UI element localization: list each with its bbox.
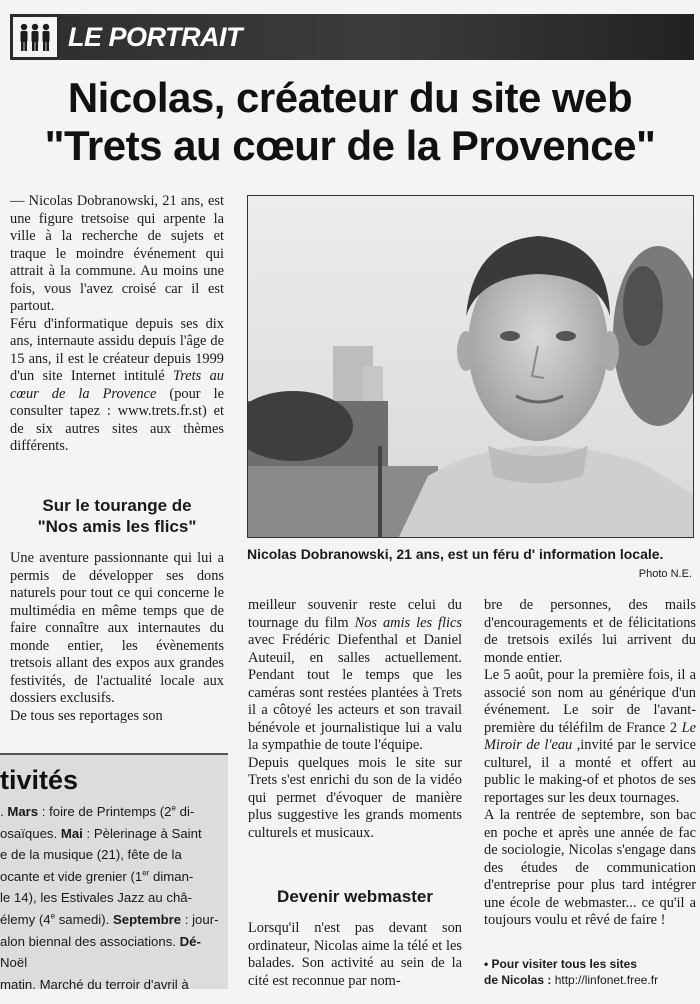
headline-line-2: "Trets au cœur de la Provence" [44,122,656,169]
sites-url-link[interactable]: http://linfonet.free.fr [554,973,659,987]
column-2-end [248,920,462,990]
rubric-title: LE PORTRAIT [68,22,243,52]
article-headline [0,74,700,170]
portrait-photo [247,195,694,538]
activities-title: tivités [0,765,79,795]
col2-paragraph-2: Depuis quelques mois le site sur Trets s'est enrichi du son de la vidéo qui permet d'évoquer de manière plus suggestive les grands moments culturels et musicaux. [248,754,462,841]
col3-paragraph-3: A la rentrée de septembre, son bac en poche et après une année de fac de sociologie, Nicolas s'engage dans des études de communication d'entreprise pour plus tard intégrer une école de webmaster... ce qu'il a toujours voulu et rêvé de faire ! [484,807,696,928]
subhead-webmaster: Devenir webmaster [277,887,433,906]
intro-paragraph-1: — Nicolas Dobranowski, 21 ans, est une figure tretsoise qui arpente la ville à la recherche de sujets et traque le moindre événement qui attrait à la commune. Au moins une fois, vous l'avez croisé car il est partout. [10,193,224,314]
activities-box [0,753,228,989]
subhead-tournage: Sur le tourange de "Nos amis les flics" [37,496,197,536]
col2-paragraph-3: Lorsqu'il n'est pas devant son ordinateur, Nicolas aime la télé et les balades. Son activité au sein de la cité est reconnue par nom- [248,920,462,989]
intro-paragraph-2: Féru d'informatique depuis ses dix ans, internaute assidu depuis l'âge de 15 ans, il est le créateur depuis 1999 d'un site Internet intitulé Trets au cœur de la Provence (pour le consulter tapez : www.trets.fr.st) et de six autres sites aux thèmes différents. [10,315,224,454]
section1-paragraph-1: Une aventure passionnante qui lui a permis de développer ses dons naturels pour tout ce qui concerne le multimédia en même temps que de faire connaître aux internautes du monde entier, les évènements tretsois allant des expos aux grandes festivités, de l'actualité locale aux dossiers exclusifs. [10,550,224,706]
film-title: Nos amis les flics [354,614,463,631]
column-3 [484,597,696,930]
col3-paragraph-1: bre de personnes, des mails d'encouragements et de félicitations de tretsois exilés lui arrivent du monde entier. [484,597,696,666]
headline-line-1: Nicolas, créateur du site web [67,74,633,121]
section1-paragraph-2: De tous ses reportages son [10,707,163,724]
activities-text: . Mars : foire de Printemps (2e di- osaïques. Mai : Pèlerinage à Saint e de la musique (21), fête de la ocante et vide grenier (1er diman- le 14), les Estivales Jazz au châ- élemy (4e samedi). Septembre : jour- alon biennal des associations. Dé- Noël matin. Marché du terroir d'avril à [0,803,219,989]
section1-column [10,550,224,725]
site-title: Trets au cœur de la Provence [10,368,224,402]
intro-column [10,193,224,456]
lead-dash-icon: — [10,193,29,209]
telefilm-title: Le Miroir de l'eau [484,719,696,753]
col3-paragraph-2: Le 5 août, pour la première fois, il a associé son nom au générique d'un événement. Le soir de l'avant-première du téléfilm de France 2 Le Miroir de l'eau ,invité par le service culturel, il a monté et offert au public le making-of et photos de ses reportages sur les deux tournages. [484,667,696,806]
sites-link-box: • Pour visiter tous les sites de Nicolas : http://linfonet.free.fr [484,957,659,987]
people-logo-icon [10,14,60,60]
column-2 [248,597,462,842]
photo-caption: Nicolas Dobranowski, 21 ans, est un féru d' information locale. [247,546,664,562]
col2-paragraph-1: meilleur souvenir reste celui du tournage du film Nos amis les flics avec Frédéric Diefenthal et Daniel Auteuil, en salles actuellement. Pendant tout le temps que les caméras sont restées plantées à Trets il a côtoyé les acteurs et son travail bénévole et journalistique lui a valu la sympathie de toute l'équipe. [248,597,463,753]
photo-credit: Photo N.E. [638,568,692,580]
